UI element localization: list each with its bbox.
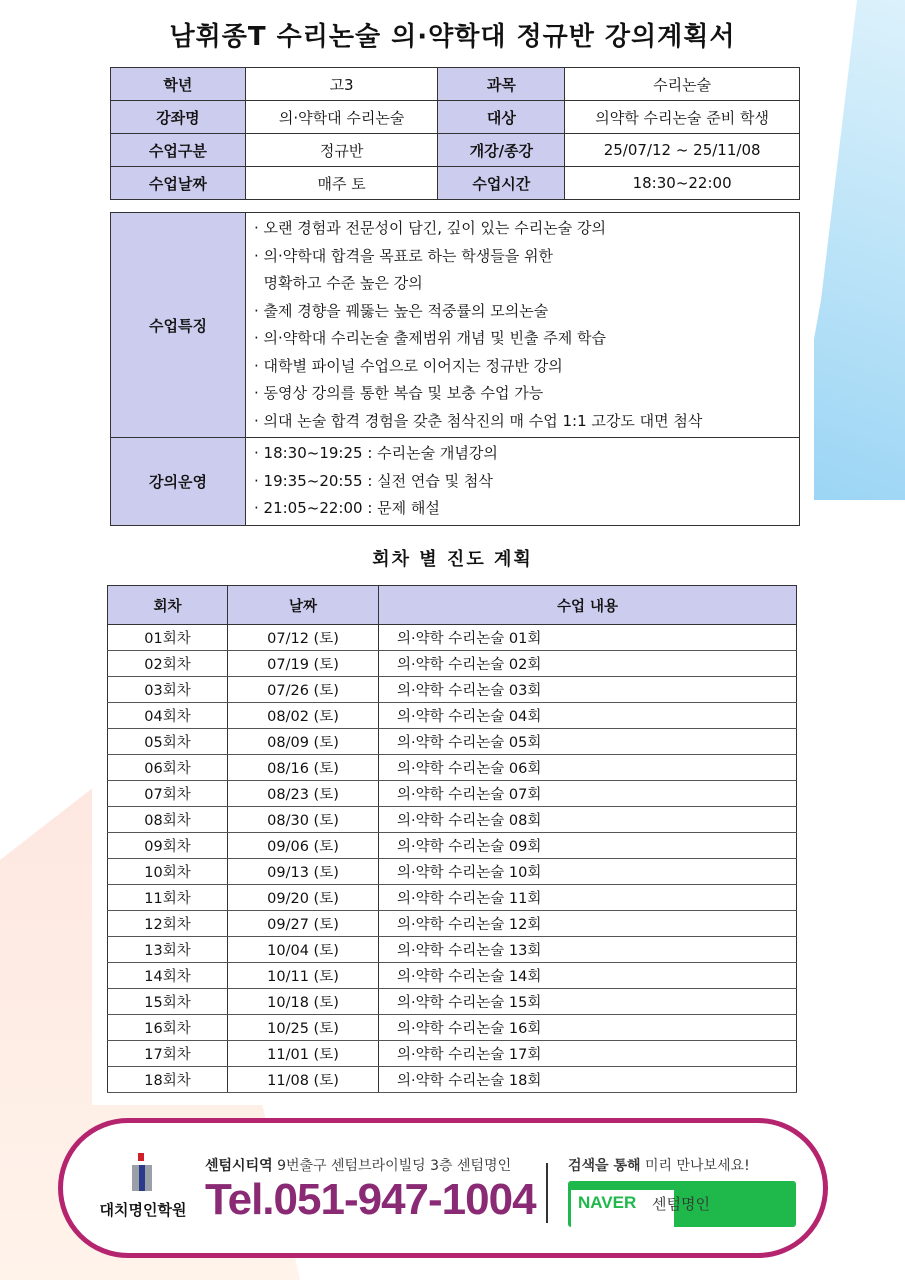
logo-name: 대치명인학원 [99,1201,187,1219]
label: 강좌명 [111,101,246,134]
address-detail: 9번출구 센텀브라이빌딩 3층 센텀명인 [277,1158,512,1174]
table-row [108,937,797,963]
table-row [108,651,797,677]
cell-content: 의·약학 수리논술 04회 [379,703,797,729]
cell-session: 13회차 [108,937,228,963]
operation-item: · 21:05~22:00 : 문제 해설 [254,499,440,517]
schedule-table [107,585,797,1093]
feature-item: · 의대 논술 합격 경험을 갖춘 첨삭진의 매 수업 1:1 고강도 대면 첨삭 [254,411,703,430]
address-station: 센텀시티역 [205,1158,273,1174]
label: 대상 [438,101,565,134]
feature-table [110,212,800,526]
cell-date: 08/16 (토) [228,755,379,781]
header-session: 회차 [108,586,228,625]
naver-search-box[interactable] [568,1181,796,1227]
cell-content: 의·약학 수리논술 01회 [379,625,797,651]
table-row [108,989,797,1015]
cell-session: 07회차 [108,781,228,807]
logo-mark-icon [128,1153,158,1193]
table-row [108,859,797,885]
cell-session: 09회차 [108,833,228,859]
feature-item: · 의·약학대 합격을 목표로 하는 학생들을 위한 [254,246,553,265]
cell-date: 11/08 (토) [228,1067,379,1093]
search-prompt-bold: 검색을 통해 [568,1158,641,1174]
cell-date: 07/19 (토) [228,651,379,677]
feature-item: · 대학별 파이널 수업으로 이어지는 정규반 강의 [254,356,563,375]
cell-content: 의·약학 수리논술 17회 [379,1041,797,1067]
cell-session: 03회차 [108,677,228,703]
cell-session: 08회차 [108,807,228,833]
cell-content: 의·약학 수리논술 06회 [379,755,797,781]
table-row [108,755,797,781]
cell-date: 11/01 (토) [228,1041,379,1067]
cell-date: 07/12 (토) [228,625,379,651]
cell-content: 의·약학 수리논술 10회 [379,859,797,885]
operation-item: · 19:35~20:55 : 실전 연습 및 첨삭 [254,471,493,490]
features-list [246,213,800,438]
address [205,1155,511,1175]
cell-date: 10/18 (토) [228,989,379,1015]
cell-session: 06회차 [108,755,228,781]
footer-banner [58,1118,828,1258]
label: 개강/종강 [438,134,565,167]
label: 학년 [111,68,246,101]
cell-content: 의·약학 수리논술 07회 [379,781,797,807]
cell-session: 12회차 [108,911,228,937]
feature-item: · 오랜 경험과 전문성이 담긴, 깊이 있는 수리논술 강의 [254,219,606,237]
search-prompt-text: 미리 만나보세요! [644,1158,750,1174]
cell-content: 의·약학 수리논술 05회 [379,729,797,755]
cell-content: 의·약학 수리논술 08회 [379,807,797,833]
cell-session: 18회차 [108,1067,228,1093]
cell-session: 04회차 [108,703,228,729]
feature-item: · 출제 경향을 꿰뚫는 높은 적중률의 모의논술 [254,301,549,320]
cell-content: 의·약학 수리논술 16회 [379,1015,797,1041]
cell-date: 08/30 (토) [228,807,379,833]
value: 매주 토 [245,167,438,200]
label: 과목 [438,68,565,101]
operation-label: 강의운영 [111,438,246,526]
naver-logo: NAVER [578,1193,637,1212]
cell-content: 의·약학 수리논술 02회 [379,651,797,677]
cell-content: 의·약학 수리논술 18회 [379,1067,797,1093]
label: 수업구분 [111,134,246,167]
table-row [108,885,797,911]
cell-session: 05회차 [108,729,228,755]
header-date: 날짜 [228,586,379,625]
feature-item: · 동영상 강의를 통한 복습 및 보충 수업 가능 [254,384,544,402]
cell-session: 01회차 [108,625,228,651]
phone-number[interactable]: Tel.051-947-1004 [205,1175,536,1224]
value: 수리논술 [565,68,800,101]
table-row [108,1067,797,1093]
table-row [108,703,797,729]
cell-session: 16회차 [108,1015,228,1041]
cell-content: 의·약학 수리논술 14회 [379,963,797,989]
table-row [108,677,797,703]
header-content: 수업 내용 [379,586,797,625]
cell-date: 08/09 (토) [228,729,379,755]
value: 18:30~22:00 [565,167,800,200]
cell-session: 14회차 [108,963,228,989]
cell-content: 의·약학 수리논술 15회 [379,989,797,1015]
cell-session: 11회차 [108,885,228,911]
value: 의·약학대 수리논술 [245,101,438,134]
table-row [108,1041,797,1067]
feature-item: · 의·약학대 수리논술 출제범위 개념 및 빈출 주제 학습 [254,329,606,347]
value: 25/07/12 ~ 25/11/08 [565,134,800,167]
cell-content: 의·약학 수리논술 11회 [379,885,797,911]
cell-session: 10회차 [108,859,228,885]
label: 수업날짜 [111,167,246,200]
cell-date: 09/27 (토) [228,911,379,937]
cell-session: 15회차 [108,989,228,1015]
table-row [108,625,797,651]
table-row [108,833,797,859]
table-row [108,911,797,937]
value: 고3 [245,68,438,101]
cell-date: 09/20 (토) [228,885,379,911]
cell-date: 10/04 (토) [228,937,379,963]
cell-session: 17회차 [108,1041,228,1067]
value: 정규반 [245,134,438,167]
info-table [110,67,800,200]
operation-list [246,438,800,526]
page-title: 남휘종T 수리논술 의·약학대 정규반 강의계획서 [169,22,736,52]
cell-date: 07/26 (토) [228,677,379,703]
search-query: 센텀명인 [652,1195,710,1213]
divider [546,1163,548,1223]
table-row [108,1015,797,1041]
label: 수업시간 [438,167,565,200]
cell-date: 08/02 (토) [228,703,379,729]
table-row [108,781,797,807]
cell-date: 09/13 (토) [228,859,379,885]
operation-item: · 18:30~19:25 : 수리논술 개념강의 [254,444,498,462]
schedule-title: 회차 별 진도 계획 [372,549,533,570]
search-prompt [568,1155,750,1175]
table-row [108,807,797,833]
table-row [108,963,797,989]
value: 의약학 수리논술 준비 학생 [565,101,800,134]
cell-date: 10/11 (토) [228,963,379,989]
table-row [108,729,797,755]
cell-session: 02회차 [108,651,228,677]
cell-date: 08/23 (토) [228,781,379,807]
feature-item: 명확하고 수준 높은 강의 [254,274,423,292]
cell-date: 09/06 (토) [228,833,379,859]
cell-content: 의·약학 수리논술 09회 [379,833,797,859]
cell-content: 의·약학 수리논술 03회 [379,677,797,703]
academy-logo [93,1153,193,1220]
features-label: 수업특징 [111,213,246,438]
cell-content: 의·약학 수리논술 12회 [379,911,797,937]
cell-content: 의·약학 수리논술 13회 [379,937,797,963]
cell-date: 10/25 (토) [228,1015,379,1041]
